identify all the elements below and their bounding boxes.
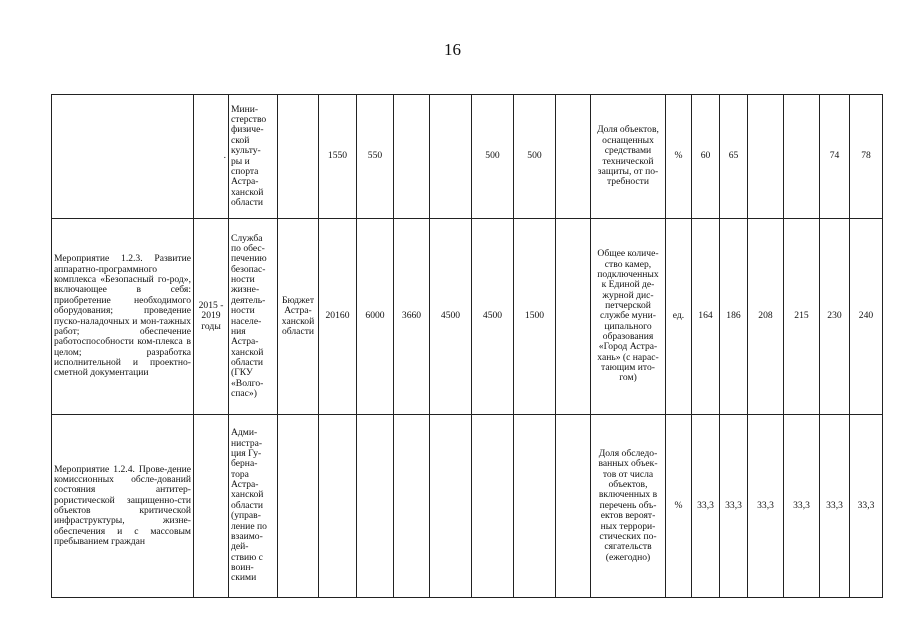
y2019-cell — [514, 415, 556, 598]
b3-cell — [748, 219, 784, 415]
y2016-cell — [394, 415, 430, 598]
indicator-cell — [591, 219, 666, 415]
indicator-text: Общее количе- ство камер, подключенных к Единой де- журной дис- петчерской службе муни- ципального образования «Город Астра- хань» (с нарас- тающим ито- гом) — [597, 248, 659, 384]
indicator-cell — [591, 415, 666, 598]
unit-cell — [666, 95, 692, 219]
y2015-value: 550 — [367, 150, 383, 162]
y2019-value: 500 — [527, 150, 542, 162]
b6-cell — [850, 219, 883, 415]
years-cell — [194, 415, 229, 598]
indicator-text: Доля объектов, оснащенных средствами технической защиты, от по- требности — [597, 124, 659, 188]
total-cell — [319, 95, 357, 219]
indicator-text: Доля обследо- ванных объек- тов от числа объектов, включенных в перечень объ- ектов вероят- ных террори- стических по- сягательств (ежегодно) — [598, 448, 658, 563]
years-text: 2015 - 2019 годы — [198, 299, 224, 332]
unit-text: % — [674, 499, 683, 511]
source-cell — [278, 95, 319, 219]
source-text: Бюджет Астра- ханской области — [281, 294, 315, 337]
y2018-cell — [472, 415, 514, 598]
b5-cell — [820, 415, 850, 598]
b1-cell — [692, 219, 720, 415]
b1-cell — [692, 95, 720, 219]
measure-cell — [52, 95, 194, 219]
y2017-value: 4500 — [440, 310, 461, 322]
program-measures-table — [51, 94, 883, 598]
years-cell — [194, 95, 229, 219]
measure-cell — [52, 219, 194, 415]
y2016-cell — [394, 219, 430, 415]
total-value: 20160 — [325, 310, 350, 322]
table-row — [52, 415, 883, 598]
b5-cell — [820, 219, 850, 415]
y2018-value: 4500 — [482, 310, 503, 322]
executor-cell — [229, 95, 278, 219]
indicator-cell — [591, 95, 666, 219]
b4-cell — [784, 95, 820, 219]
y2018-value: 500 — [485, 150, 500, 162]
b6-cell — [850, 415, 883, 598]
measure-cell — [52, 415, 194, 598]
y2016-value: 3660 — [401, 310, 422, 322]
b2-value: 186 — [726, 310, 741, 322]
b5-value: 33,3 — [826, 499, 843, 511]
y2016-cell — [394, 95, 430, 219]
unit-text: ед. — [672, 310, 685, 322]
b6-cell — [850, 95, 883, 219]
b6-value: 33,3 — [857, 499, 875, 511]
source-cell — [278, 415, 319, 598]
b3-cell — [748, 415, 784, 598]
b2-cell — [720, 95, 748, 219]
y2018-cell — [472, 219, 514, 415]
b5-value: 230 — [827, 310, 842, 322]
b3-cell — [748, 95, 784, 219]
executor-cell — [229, 219, 278, 415]
b1-value: 60 — [700, 150, 711, 162]
b1-value: 33,3 — [697, 499, 714, 511]
b2-cell — [720, 415, 748, 598]
y2017-cell — [430, 219, 472, 415]
y2018-cell — [472, 95, 514, 219]
executor-text: Адми- нистра- ция Гу- берна- тора Астра- ханской области (управ- ление по взаимо- дей- ствию с воин- скими — [231, 427, 267, 584]
y2019-cell — [514, 95, 556, 219]
b3-value: 33,3 — [757, 499, 774, 511]
b6-value: 240 — [858, 310, 874, 322]
y2015-cell — [357, 219, 394, 415]
y2015-cell — [357, 415, 394, 598]
total-cell — [319, 415, 357, 598]
y2017-cell — [430, 415, 472, 598]
years-cell — [194, 219, 229, 415]
b1-cell — [692, 415, 720, 598]
y2015-value: 6000 — [365, 310, 385, 322]
executor-cell — [229, 415, 278, 598]
measure-text: Мероприятие 1.2.3. Развитие аппаратно-программного комплекса «Безопасный го-род», включающее в себя: приобретение необходимого оборудования; проведение пуско-наладочных и мон-тажных работ; обеспечение работоспособности ком-плекса в целом; разработка исполнительной и проектно-сметной документации — [54, 253, 191, 379]
unit-cell — [666, 415, 692, 598]
unit-cell — [666, 219, 692, 415]
table-row — [52, 95, 883, 219]
y2015-cell — [357, 95, 394, 219]
y2019-cell — [514, 219, 556, 415]
y2017-cell — [430, 95, 472, 219]
total-cell — [319, 219, 357, 415]
total-value: 1550 — [327, 150, 348, 162]
b2-cell — [720, 219, 748, 415]
spacer-cell — [556, 415, 591, 598]
b4-value: 33,3 — [793, 499, 810, 511]
b4-cell — [784, 219, 820, 415]
b3-value: 208 — [758, 310, 773, 322]
page-number: 16 — [444, 40, 461, 59]
b4-value: 215 — [794, 310, 809, 322]
measure-text: Мероприятие 1.2.4. Прове-дение комиссионных обсле-дований состояния антитер-рористической защищенно-сти объектов критической инфраструктуры, жизне-обеспечения и с массовым пребыванием граждан — [54, 463, 191, 548]
executor-text: Служба по обес- печению безопас- ности жизне- деятель- ности населе- ния Астра- ханской области (ГКУ «Волго- спас») — [231, 232, 267, 400]
b4-cell — [784, 415, 820, 598]
spacer-cell — [556, 95, 591, 219]
table-row — [52, 219, 883, 415]
executor-text: Мини- стерство физиче- ской культу- ры и спорта Астра- ханской области — [231, 103, 267, 208]
b2-value: 65 — [728, 150, 739, 162]
spacer-cell — [556, 219, 591, 415]
b6-value: 78 — [861, 150, 871, 162]
source-cell — [278, 219, 319, 415]
marker-text: . — [223, 150, 226, 162]
y2019-value: 1500 — [524, 310, 545, 322]
b5-value: 74 — [829, 150, 840, 162]
b1-value: 164 — [698, 310, 713, 322]
b5-cell — [820, 95, 850, 219]
b2-value: 33,3 — [725, 499, 742, 511]
unit-text: % — [674, 150, 683, 162]
